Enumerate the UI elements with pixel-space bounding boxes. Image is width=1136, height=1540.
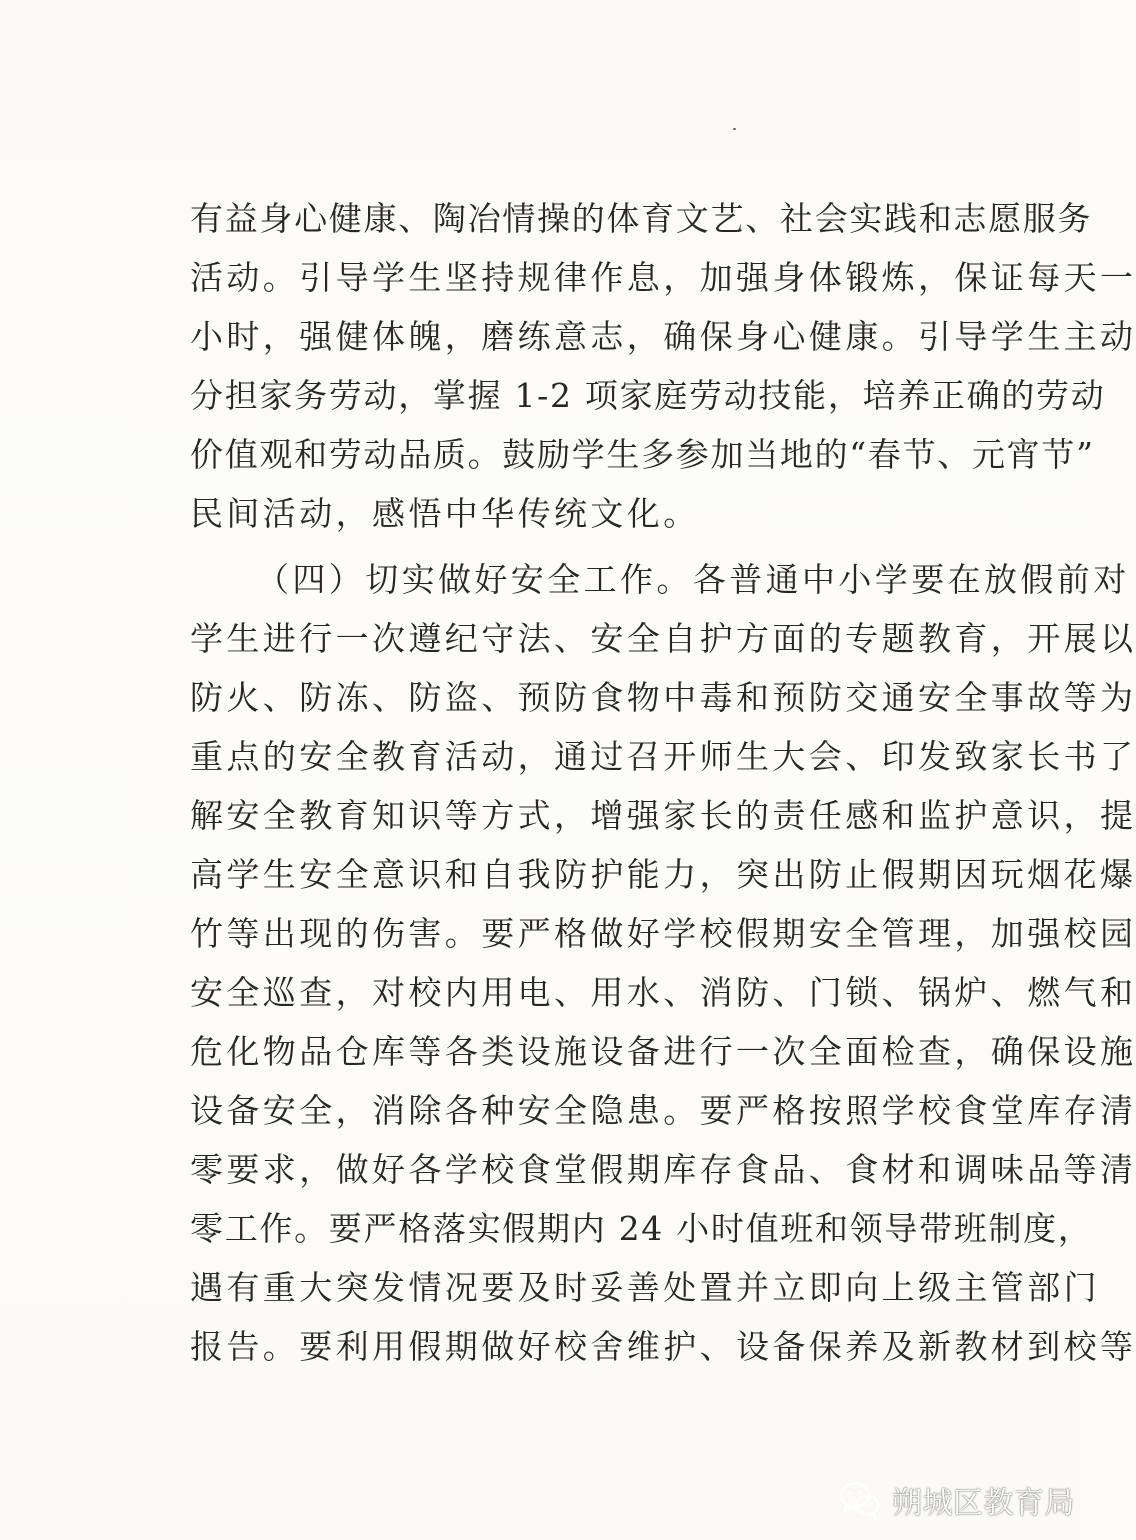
- paragraph-line: 竹等出现的伤害。要严格做好学校假期安全管理，加强校园: [190, 914, 1136, 953]
- paragraph-line: 学生进行一次遵纪守法、安全自护方面的专题教育，开展以: [190, 619, 1136, 658]
- paragraph-line: 报告。要利用假期做好校舍维护、设备保养及新教材到校等: [190, 1327, 1136, 1366]
- section-heading-line: （四）切实做好安全工作。各普通中小学要在放假前对: [256, 560, 1130, 599]
- paragraph-line: 民间活动，感悟中华传统文化。: [190, 494, 700, 533]
- paragraph-line: 设备安全，消除各种安全隐患。要严格按照学校食堂库存清: [190, 1091, 1136, 1130]
- paragraph-line: 分担家务劳动，掌握 1-2 项家庭劳动技能，培养正确的劳动: [190, 376, 1106, 415]
- paragraph-line: 高学生安全意识和自我防护能力，突出防止假期因玩烟花爆: [190, 855, 1136, 894]
- paragraph-line: 危化物品仓库等各类设施设备进行一次全面检查，确保设施: [190, 1032, 1136, 1071]
- scan-speck: [733, 128, 736, 130]
- paragraph-line: 解安全教育知识等方式，增强家长的责任感和监护意识，提: [190, 796, 1136, 835]
- paragraph-line: 遇有重大突发情况要及时妥善处置并立即向上级主管部门: [190, 1268, 1100, 1307]
- paragraph-line: 防火、防冻、防盗、预防食物中毒和预防交通安全事故等为: [190, 678, 1136, 717]
- paragraph-line: 价值观和劳动品质。鼓励学生多参加当地的“春节、元宵节”: [190, 435, 1095, 474]
- account-watermark: [838, 1472, 1075, 1528]
- account-name: 朔城区教育局: [892, 1486, 1075, 1521]
- wechat-icon: [838, 1478, 882, 1522]
- paragraph-line: 安全巡查，对校内用电、用水、消防、门锁、锅炉、燃气和: [190, 973, 1136, 1012]
- paragraph-line: 零工作。要严格落实假期内 24 小时值班和领导带班制度，: [190, 1209, 1093, 1248]
- paragraph-line: 有益身心健康、陶冶情操的体育文艺、社会实践和志愿服务: [190, 199, 1093, 238]
- paragraph-line: 重点的安全教育活动，通过召开师生大会、印发致家长书了: [190, 737, 1136, 776]
- paragraph-line: 零要求，做好各学校食堂假期库存食品、食材和调味品等清: [190, 1150, 1136, 1189]
- paragraph-line: 小时，强健体魄，磨练意志，确保身心健康。引导学生主动: [190, 317, 1136, 356]
- paragraph-line: 活动。引导学生坚持规律作息，加强身体锻炼，保证每天一: [190, 258, 1136, 297]
- document-body: [190, 189, 1136, 1376]
